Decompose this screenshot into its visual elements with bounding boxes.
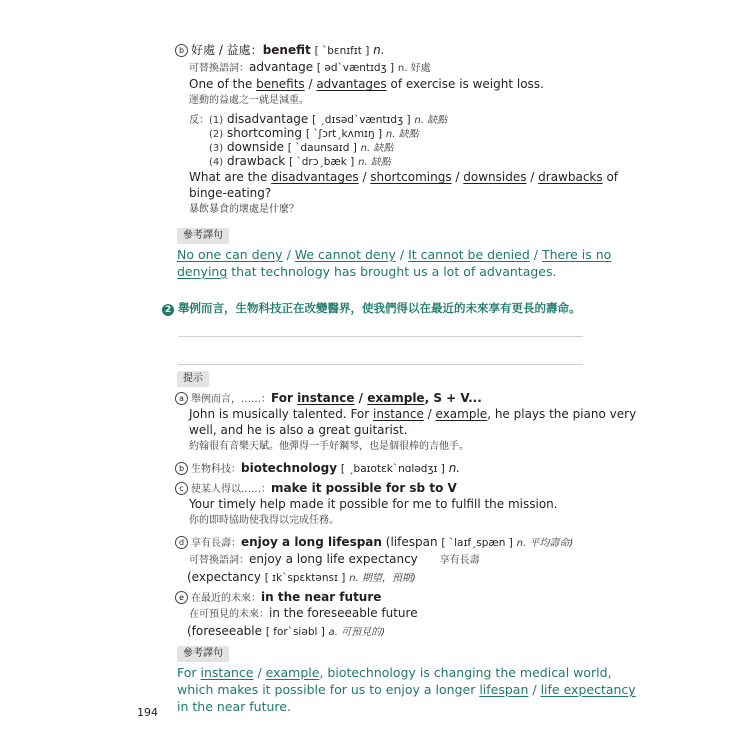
reference-sentence-1-line2: denying that technology has brought us a lot of advantages.	[177, 264, 557, 279]
antonym-4: (4) drawback [ ˋdrɔˏbæk ] n. 缺點	[209, 154, 391, 168]
hint-d-heading: d 享有長壽：enjoy a long lifespan (lifespan [ ˋlaɪfˏspæn ] n. 平均壽命)	[175, 535, 573, 551]
antonym-question-zh: 暴飲暴食的壞處是什麼？	[189, 204, 299, 215]
marker-b: b	[175, 44, 188, 57]
benefit-example-zh: 運動的益處之一就是減重。	[189, 95, 309, 106]
hint-a-heading: a 舉例而言，……：For instance / example, S + V...	[175, 391, 482, 406]
reference-sentence-2-line3: in the near future.	[177, 699, 291, 714]
hint-e-heading: e 在最近的未來：in the near future	[175, 590, 381, 605]
benefit-example: One of the benefits / advantages of exercise is weight loss.	[189, 77, 544, 91]
hint-a-example: John is musically talented. For instance / example, he plays the piano very	[189, 407, 637, 421]
reference-tag-2: 參考譯句	[177, 646, 229, 662]
reference-tag: 參考譯句	[177, 228, 229, 244]
antonym-question-line2: binge-eating?	[189, 186, 272, 200]
antonym-2: (2) shortcoming [ ˋʃɔrtˏkʌmɪŋ ] n. 缺點	[209, 126, 419, 140]
hint-c-example: Your timely help made it possible for me to fulfill the mission.	[189, 497, 558, 511]
hint-a-example-zh: 約翰很有音樂天賦。他彈得一手好鋼琴，也是個很棒的吉他手。	[189, 441, 469, 452]
hint-e-alternative: 在可預見的未來：in the foreseeable future	[189, 606, 418, 620]
antonym-question: What are the disadvantages / shortcomings / downsides / drawbacks of	[189, 170, 619, 184]
hint-c-example-zh: 你的即時協助使我得以完成任務。	[189, 515, 339, 526]
reference-sentence-2-line1: For instance / example, biotechnology is changing the medical world,	[177, 665, 612, 680]
antonym-3: (3) downside [ ˋdaunsaɪd ] n. 缺點	[209, 140, 394, 154]
hint-tag: 提示	[177, 371, 209, 387]
page-number: 194	[137, 706, 158, 719]
reference-sentence-2-line2: which makes it possible for us to enjoy a longer lifespan / life expectancy	[177, 682, 636, 697]
antonym-1: 反：(1) disadvantage [ ˏdɪsədˋvæntɪdʒ ] n. 缺點	[189, 112, 448, 126]
answer-line-1	[178, 336, 583, 337]
hint-c-heading: c 使某人得以……：make it possible for sb to V	[175, 481, 457, 496]
benefit-alternative: 可替換語詞：advantage [ ədˋvæntɪdʒ ] n. 好處	[189, 60, 431, 74]
hint-e-foreseeable: (foreseeable [ forˋsiəbl ] a. 可預見的)	[187, 624, 386, 638]
benefit-heading: b 好處 / 益處：benefit [ ˋbɛnɪfɪt ] n.	[175, 43, 385, 59]
hint-a-example-line2: well, and he is also a great guitarist.	[189, 423, 408, 437]
answer-line-2	[178, 364, 583, 365]
question-number-badge: 2	[162, 304, 174, 316]
question-2: 2 舉例而言，生物科技正在改變醫界，使我們得以在最近的未來享有更長的壽命。	[162, 301, 581, 316]
hint-d-expectancy: (expectancy [ ɪkˋspɛktənsɪ ] n. 期望，預期)	[187, 570, 416, 584]
hint-d-alternative: 可替換語詞：enjoy a long life expectancy 享有長壽	[189, 552, 480, 566]
reference-sentence-1-line1: No one can deny / We cannot deny / It cannot be denied / There is no	[177, 247, 612, 262]
hint-b: b 生物科技：biotechnology [ ˏbaɪotɛkˋnɑlədʒɪ ] n.	[175, 461, 460, 477]
